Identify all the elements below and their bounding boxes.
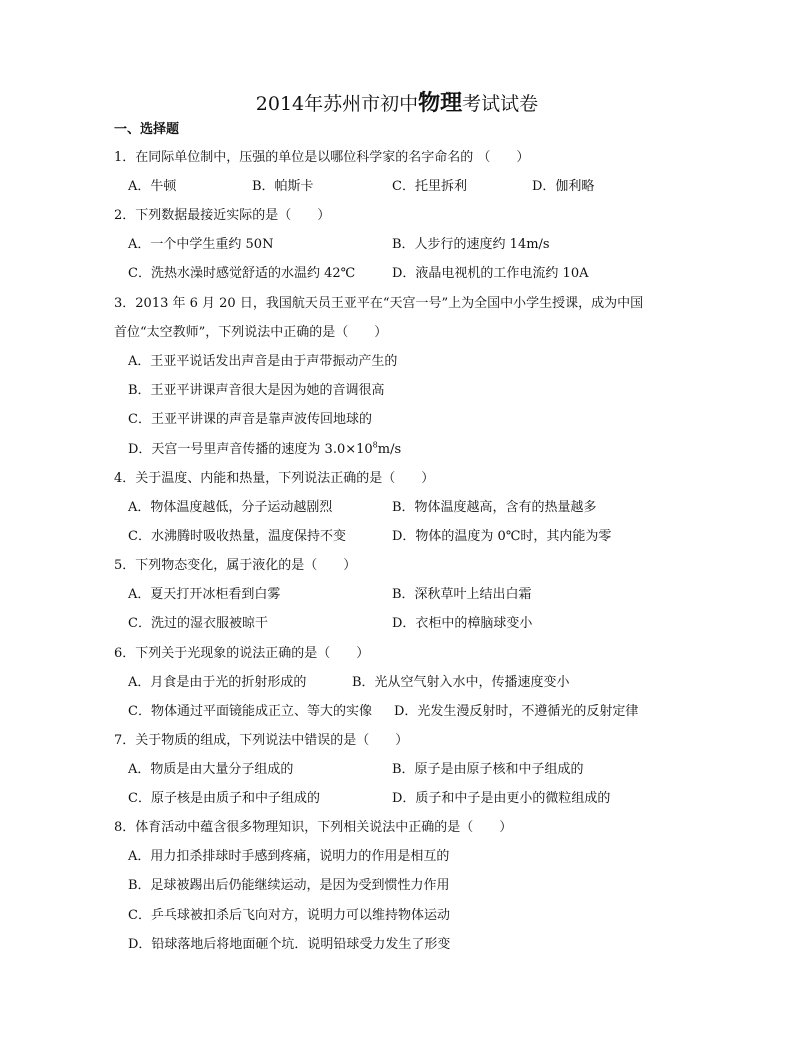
q1-option-b: B．帕斯卡: [252, 179, 314, 194]
question-3-cont: 首位“太空教师”，下列说法中正确的是（ ）: [114, 325, 388, 340]
q8-option-d: D．铅球落地后将地面砸个坑．说明铅球受力发生了形变: [128, 937, 451, 952]
question-4: 4．关于温度、内能和热量，下列说法正确的是（ ）: [114, 471, 435, 486]
q1-option-c: C．托里拆利: [392, 179, 467, 194]
question-3: 3．2013 年 6 月 20 日，我国航天员王亚平在“天宫一号”上为全国中小学生授课，成为中国: [114, 296, 644, 311]
q3-option-d: [128, 440, 401, 460]
q7-option-c: C．原子核是由质子和中子组成的: [128, 791, 320, 806]
q3-option-b: B．王亚平讲课声音很大是因为她的音调很高: [128, 383, 385, 398]
q1-option-a: A．牛顿: [128, 179, 177, 194]
question-8: 8．体育活动中蕴含很多物理知识，下列相关说法中正确的是（ ）: [114, 820, 513, 835]
q2-option-b: B．人步行的速度约 14m/s: [392, 237, 550, 252]
q4-option-a: A．物体温度越低，分子运动越剧烈: [128, 500, 333, 515]
q6-option-b: B．光从空气射入水中，传播速度变小: [352, 675, 570, 690]
q7-option-b: B．原子是由原子核和中子组成的: [392, 762, 584, 777]
q3-option-d-exp: 8: [372, 440, 378, 450]
q1-option-d: D．伽利略: [532, 179, 595, 194]
q5-option-c: C．洗过的湿衣服被晾干: [128, 616, 268, 631]
q2-option-d: D．液晶电视机的工作电流约 10A: [392, 266, 589, 281]
q5-option-a: A．夏天打开冰柜看到白雾: [128, 587, 281, 602]
q5-option-d: D．衣柜中的樟脑球变小: [392, 616, 533, 631]
title-bold: 物理: [418, 90, 463, 116]
question-2: 2．下列数据最接近实际的是（ ）: [114, 208, 331, 223]
q7-option-d: D．质子和中子是由更小的微粒组成的: [392, 791, 611, 806]
question-7: 7．关于物质的组成，下列说法中错误的是（ ）: [114, 733, 409, 748]
question-1: 1．在同际单位制中，压强的单位是以哪位科学家的名字命名的 （ ）: [114, 150, 530, 165]
question-5: 5．下列物态变化，属于液化的是（ ）: [114, 558, 357, 573]
q8-option-a: A．用力扣杀排球时手感到疼痛，说明力的作用是相互的: [128, 849, 450, 864]
page-title: [0, 88, 794, 119]
q6-option-a: A．月食是由于光的折射形成的: [128, 675, 307, 690]
q7-option-a: A．物质是由大量分子组成的: [128, 762, 294, 777]
q3-option-d-main: D．天宫一号里声音传播的速度为 3.0×10: [128, 442, 373, 457]
q4-option-d: D．物体的温度为 0℃时，其内能为零: [392, 529, 612, 544]
q3-option-a: A．王亚平说话发出声音是由于声带振动产生的: [128, 354, 398, 369]
q2-option-a: A．一个中学生重约 50N: [128, 237, 274, 252]
q2-option-c: C．洗热水澡时感觉舒适的水温约 42℃: [128, 266, 356, 281]
q3-option-c: C．王亚平讲课的声音是靠声波传回地球的: [128, 412, 372, 427]
q5-option-b: B．深秋草叶上结出白霜: [392, 587, 532, 602]
q8-option-c: C．乒乓球被扣杀后飞向对方，说明力可以维持物体运动: [128, 908, 450, 923]
question-6: 6．下列关于光现象的说法正确的是（ ）: [114, 646, 370, 661]
q3-option-d-unit: m/s: [377, 442, 402, 457]
q4-option-b: B．物体温度越高，含有的热量越多: [392, 500, 597, 515]
section-heading: 一、选择题: [114, 122, 180, 137]
title-post: 考试试卷: [462, 93, 539, 115]
q8-option-b: B．足球被踢出后仍能继续运动，是因为受到惯性力作用: [128, 878, 450, 893]
q6-option-d: D．光发生漫反射时，不遵循光的反射定律: [394, 704, 639, 719]
q4-option-c: C．水沸腾时吸收热量，温度保持不变: [128, 529, 346, 544]
q6-option-c: C．物体通过平面镜能成正立、等大的实像: [128, 704, 372, 719]
title-pre: 2014年苏州市初中: [255, 93, 419, 115]
